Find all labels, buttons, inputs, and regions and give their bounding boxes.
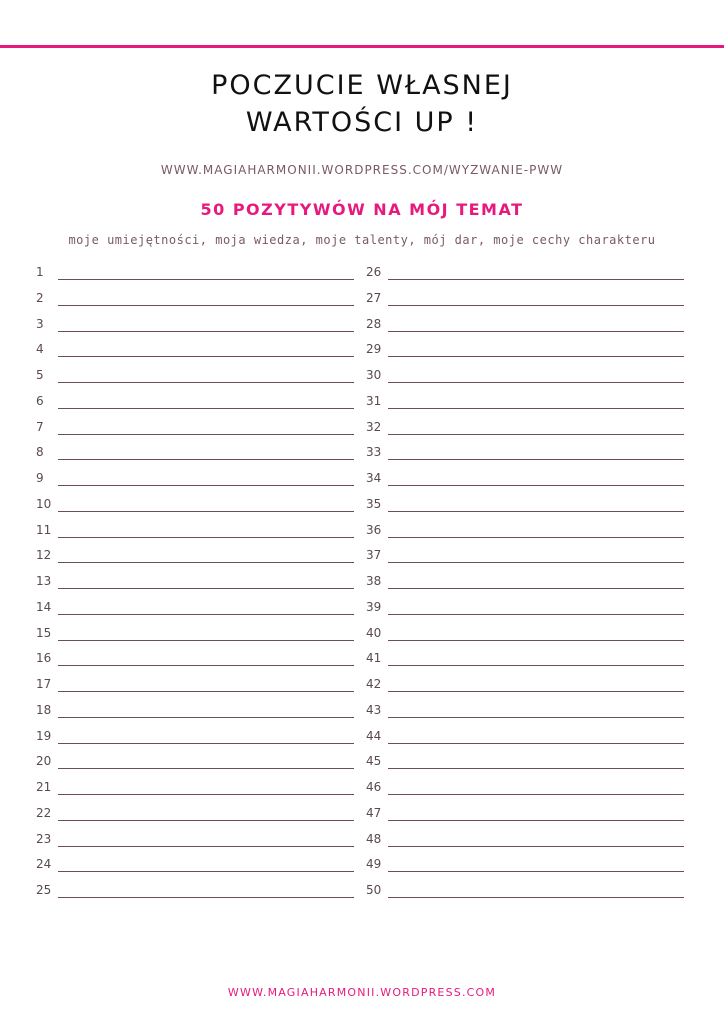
list-item	[36, 647, 354, 673]
write-in-line[interactable]	[58, 485, 354, 486]
write-in-line[interactable]	[58, 846, 354, 847]
list-item	[366, 544, 684, 570]
write-in-line[interactable]	[388, 382, 684, 383]
write-in-line[interactable]	[388, 537, 684, 538]
write-in-line[interactable]	[388, 691, 684, 692]
list-item	[36, 416, 354, 442]
write-in-line[interactable]	[58, 511, 354, 512]
list-item-number: 35	[366, 496, 382, 511]
list-item	[36, 544, 354, 570]
write-in-line[interactable]	[388, 434, 684, 435]
list-item-number: 3	[36, 316, 44, 331]
write-in-line[interactable]	[388, 485, 684, 486]
list-item-number: 18	[36, 702, 52, 717]
list-item	[366, 493, 684, 519]
list-item-number: 12	[36, 548, 52, 563]
list-item-number: 29	[366, 342, 382, 357]
write-in-line[interactable]	[388, 820, 684, 821]
write-in-line[interactable]	[58, 665, 354, 666]
list-item-number: 22	[36, 805, 52, 820]
list-item	[366, 519, 684, 545]
write-in-line[interactable]	[58, 640, 354, 641]
list-item	[36, 776, 354, 802]
list-item-number: 49	[366, 857, 382, 872]
list-item	[36, 699, 354, 725]
write-in-line[interactable]	[388, 665, 684, 666]
list-item	[366, 287, 684, 313]
list-item	[366, 828, 684, 854]
list-item	[366, 313, 684, 339]
write-in-line[interactable]	[388, 871, 684, 872]
list-item-number: 30	[366, 368, 382, 382]
list-item	[36, 313, 354, 339]
list-item	[36, 802, 354, 828]
list-item-number: 37	[366, 548, 382, 563]
write-in-line[interactable]	[58, 691, 354, 692]
list-item	[36, 828, 354, 854]
page-title-line-2: WARTOŚCI UP !	[245, 107, 479, 138]
write-in-line[interactable]	[388, 743, 684, 744]
list-item	[36, 853, 354, 879]
write-in-line[interactable]	[58, 459, 354, 460]
list-item	[36, 261, 354, 287]
list-item	[36, 622, 354, 648]
list-item-number: 47	[366, 805, 382, 820]
write-in-line[interactable]	[58, 743, 354, 744]
list-item-number: 46	[366, 780, 382, 794]
write-in-line[interactable]	[58, 588, 354, 589]
section-heading: 50 POZYTYWÓW NA MÓJ TEMAT	[200, 200, 524, 219]
list-item	[36, 596, 354, 622]
header-url: WWW.MAGIAHARMONII.WORDPRESS.COM/WYZWANIE-PWW	[160, 163, 564, 177]
list-item-number: 25	[36, 883, 52, 897]
list-item	[366, 596, 684, 622]
list-item	[366, 750, 684, 776]
list-item-number: 38	[366, 574, 382, 588]
page-title-line-1: POCZUCIE WŁASNEJ	[211, 70, 513, 101]
list-item-number: 44	[366, 728, 382, 743]
list-item-number: 27	[366, 290, 382, 305]
list-item	[366, 261, 684, 287]
write-in-line[interactable]	[388, 562, 684, 563]
list-item-number: 42	[366, 677, 382, 691]
write-in-line[interactable]	[58, 434, 354, 435]
list-item-number: 43	[366, 702, 382, 717]
list-item-number: 39	[366, 599, 382, 614]
list-item-number: 19	[36, 728, 52, 743]
list-item-number: 50	[366, 883, 382, 897]
list-item	[366, 879, 684, 905]
write-in-line[interactable]	[58, 331, 354, 332]
list-item-number: 34	[366, 471, 382, 485]
list-item-number: 26	[366, 265, 382, 279]
write-in-line[interactable]	[58, 408, 354, 409]
list-item	[366, 699, 684, 725]
list-item	[366, 441, 684, 467]
write-in-line[interactable]	[388, 794, 684, 795]
list-item-number: 20	[36, 754, 52, 769]
write-in-line[interactable]	[58, 897, 354, 898]
write-in-line[interactable]	[388, 511, 684, 512]
write-in-line[interactable]	[388, 279, 684, 280]
list-item-number: 8	[36, 445, 44, 460]
write-in-line[interactable]	[58, 717, 354, 718]
list-item	[366, 467, 684, 493]
write-in-line[interactable]	[58, 382, 354, 383]
write-in-line[interactable]	[58, 279, 354, 280]
list-item-number: 28	[366, 316, 382, 331]
write-in-line[interactable]	[388, 640, 684, 641]
top-divider	[0, 45, 724, 48]
write-in-line[interactable]	[388, 897, 684, 898]
list-item	[366, 622, 684, 648]
write-in-line[interactable]	[58, 614, 354, 615]
list-item	[36, 570, 354, 596]
list-item	[36, 287, 354, 313]
list-item-number: 33	[366, 445, 382, 460]
section-description: moje umiejętności, moja wiedza, moje talenty, mój dar, moje cechy charakteru	[68, 233, 656, 247]
write-in-line[interactable]	[388, 768, 684, 769]
list-item	[366, 570, 684, 596]
list-item	[36, 390, 354, 416]
list-item-number: 13	[36, 574, 52, 588]
list-item-number: 31	[366, 393, 382, 408]
write-in-line[interactable]	[388, 717, 684, 718]
list-item-number: 1	[36, 265, 44, 279]
list-item	[36, 879, 354, 905]
list-item-number: 17	[36, 677, 52, 691]
list-item-number: 4	[36, 342, 44, 357]
list-item	[36, 493, 354, 519]
list-item	[366, 776, 684, 802]
list-item-number: 41	[366, 651, 382, 666]
list-item-number: 10	[36, 496, 52, 511]
list-item	[36, 519, 354, 545]
list-item	[36, 467, 354, 493]
list-item-number: 21	[36, 780, 52, 794]
list-item-number: 5	[36, 368, 44, 382]
footer-url: WWW.MAGIAHARMONII.WORDPRESS.COM	[227, 986, 497, 999]
write-in-line[interactable]	[388, 305, 684, 306]
list-item-number: 40	[366, 625, 382, 640]
list-item-number: 6	[36, 393, 44, 408]
list-item	[36, 338, 354, 364]
list-item-number: 24	[36, 857, 52, 872]
list-item	[36, 673, 354, 699]
list-item	[366, 416, 684, 442]
list-item	[366, 647, 684, 673]
list-item	[366, 673, 684, 699]
list-item-number: 2	[36, 290, 44, 305]
list-item-number: 32	[366, 419, 382, 434]
list-item-number: 48	[366, 831, 382, 846]
list-item	[366, 390, 684, 416]
list-item-number: 15	[36, 625, 52, 640]
list-item-number: 11	[36, 522, 52, 537]
write-in-line[interactable]	[58, 562, 354, 563]
list-item-number: 36	[366, 522, 382, 537]
list-item	[366, 338, 684, 364]
write-in-line[interactable]	[388, 408, 684, 409]
write-in-line[interactable]	[388, 356, 684, 357]
list-column-left	[36, 261, 354, 905]
list-item-number: 45	[366, 754, 382, 769]
list-item	[36, 441, 354, 467]
list-item-number: 9	[36, 471, 44, 485]
write-in-line[interactable]	[388, 459, 684, 460]
write-in-line[interactable]	[388, 614, 684, 615]
write-in-line[interactable]	[58, 820, 354, 821]
list-item	[366, 364, 684, 390]
write-in-line[interactable]	[58, 871, 354, 872]
list-column-right	[366, 261, 684, 905]
list-item-number: 14	[36, 599, 52, 614]
list-item	[36, 725, 354, 751]
list-item-number: 23	[36, 831, 52, 846]
write-in-line[interactable]	[58, 305, 354, 306]
list-item	[36, 364, 354, 390]
write-in-line[interactable]	[58, 356, 354, 357]
list-item	[36, 750, 354, 776]
write-in-line[interactable]	[388, 331, 684, 332]
list-item-number: 16	[36, 651, 52, 666]
write-in-line[interactable]	[58, 537, 354, 538]
write-in-line[interactable]	[58, 794, 354, 795]
list-item-number: 7	[36, 419, 44, 434]
list-item	[366, 725, 684, 751]
list-item	[366, 853, 684, 879]
list-item	[366, 802, 684, 828]
write-in-line[interactable]	[388, 846, 684, 847]
write-in-line[interactable]	[388, 588, 684, 589]
write-in-line[interactable]	[58, 768, 354, 769]
